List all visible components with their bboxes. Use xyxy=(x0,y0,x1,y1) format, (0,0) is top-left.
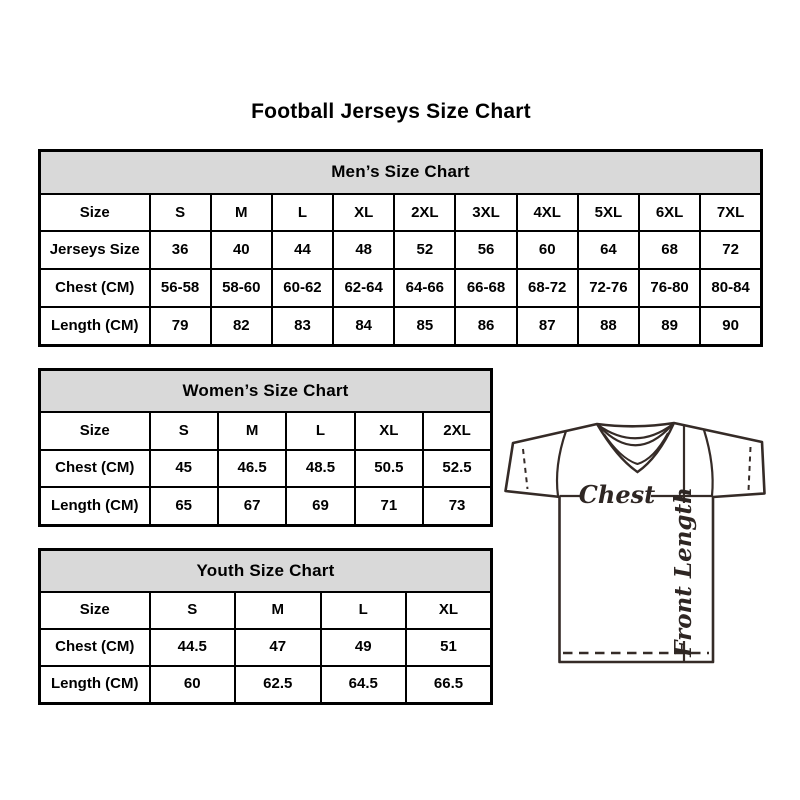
table-title: Youth Size Chart xyxy=(40,550,492,592)
column-header-cell: XL xyxy=(333,194,394,232)
column-header-cell: XL xyxy=(406,592,492,629)
column-header-cell: 6XL xyxy=(639,194,700,232)
table-cell: 83 xyxy=(272,307,333,346)
table-cell: 65 xyxy=(150,487,218,525)
column-header-cell: M xyxy=(235,592,321,629)
row-header-cell: Jerseys Size xyxy=(40,231,150,269)
table-cell: 44 xyxy=(272,231,333,269)
table-cell: 58-60 xyxy=(211,269,272,307)
column-header-cell: L xyxy=(272,194,333,232)
jersey-outline xyxy=(506,423,765,662)
table-cell: 40 xyxy=(211,231,272,269)
table-cell: 64.5 xyxy=(321,666,407,704)
table-cell: 48.5 xyxy=(286,450,354,487)
table-cell: 48 xyxy=(333,231,394,269)
table-cell: 51 xyxy=(406,629,492,666)
table-cell: 68 xyxy=(639,231,700,269)
chest-label: Chest xyxy=(578,480,656,509)
table-cell: 79 xyxy=(150,307,211,346)
column-header-cell: 5XL xyxy=(578,194,639,232)
table-cell: 88 xyxy=(578,307,639,346)
right-cuff-dashed-line xyxy=(749,447,751,491)
page-title: Football Jerseys Size Chart xyxy=(251,100,531,123)
column-header-cell: XL xyxy=(355,412,423,449)
table-cell: 90 xyxy=(700,307,761,346)
table-cell: 72-76 xyxy=(578,269,639,307)
table-cell: 45 xyxy=(150,450,218,487)
column-header-cell: 3XL xyxy=(455,194,516,232)
column-header-cell: L xyxy=(286,412,354,449)
table-cell: 62-64 xyxy=(333,269,394,307)
table-cell: 50.5 xyxy=(355,450,423,487)
column-header-cell: M xyxy=(211,194,272,232)
table-cell: 87 xyxy=(517,307,578,346)
column-header-cell: Size xyxy=(40,412,150,449)
table-cell: 86 xyxy=(455,307,516,346)
table-cell: 60-62 xyxy=(272,269,333,307)
row-header-cell: Chest (CM) xyxy=(40,269,150,307)
row-header-cell: Length (CM) xyxy=(40,307,150,346)
table-cell: 56 xyxy=(455,231,516,269)
table-cell: 36 xyxy=(150,231,211,269)
table-cell: 66-68 xyxy=(455,269,516,307)
table-cell: 89 xyxy=(639,307,700,346)
column-header-cell: S xyxy=(150,194,211,232)
table-cell: 46.5 xyxy=(218,450,286,487)
table-cell: 71 xyxy=(355,487,423,525)
table-cell: 56-58 xyxy=(150,269,211,307)
column-header-cell: 7XL xyxy=(700,194,761,232)
table-cell: 66.5 xyxy=(406,666,492,704)
table-cell: 73 xyxy=(423,487,491,525)
left-cuff-dashed-line xyxy=(523,449,528,489)
table-cell: 72 xyxy=(700,231,761,269)
table-cell: 69 xyxy=(286,487,354,525)
table-cell: 85 xyxy=(394,307,455,346)
table-cell: 62.5 xyxy=(235,666,321,704)
youth-size-chart-table xyxy=(38,548,493,705)
table-cell: 47 xyxy=(235,629,321,666)
right-armhole-curve xyxy=(704,430,713,496)
table-cell: 84 xyxy=(333,307,394,346)
table-cell: 80-84 xyxy=(700,269,761,307)
row-header-cell: Length (CM) xyxy=(40,666,150,704)
table-title: Women’s Size Chart xyxy=(40,370,492,413)
left-armhole-curve xyxy=(557,431,566,496)
mens-size-chart-table xyxy=(38,149,763,347)
jersey-diagram xyxy=(496,403,782,675)
table-cell: 64-66 xyxy=(394,269,455,307)
column-header-cell: Size xyxy=(40,194,150,232)
table-cell: 52 xyxy=(394,231,455,269)
column-header-cell: 4XL xyxy=(517,194,578,232)
table-cell: 52.5 xyxy=(423,450,491,487)
column-header-cell: S xyxy=(150,412,218,449)
row-header-cell: Chest (CM) xyxy=(40,629,150,666)
table-cell: 49 xyxy=(321,629,407,666)
column-header-cell: 2XL xyxy=(394,194,455,232)
front-length-label: Front Length xyxy=(670,487,697,657)
column-header-cell: M xyxy=(218,412,286,449)
column-header-cell: L xyxy=(321,592,407,629)
table-title: Men’s Size Chart xyxy=(40,151,762,194)
table-cell: 68-72 xyxy=(517,269,578,307)
row-header-cell: Chest (CM) xyxy=(40,450,150,487)
row-header-cell: Length (CM) xyxy=(40,487,150,525)
table-cell: 60 xyxy=(150,666,236,704)
table-cell: 60 xyxy=(517,231,578,269)
table-cell: 76-80 xyxy=(639,269,700,307)
womens-size-chart-table xyxy=(38,368,493,527)
column-header-cell: 2XL xyxy=(423,412,491,449)
table-cell: 82 xyxy=(211,307,272,346)
column-header-cell: Size xyxy=(40,592,150,629)
column-header-cell: S xyxy=(150,592,236,629)
table-cell: 44.5 xyxy=(150,629,236,666)
table-cell: 67 xyxy=(218,487,286,525)
table-cell: 64 xyxy=(578,231,639,269)
